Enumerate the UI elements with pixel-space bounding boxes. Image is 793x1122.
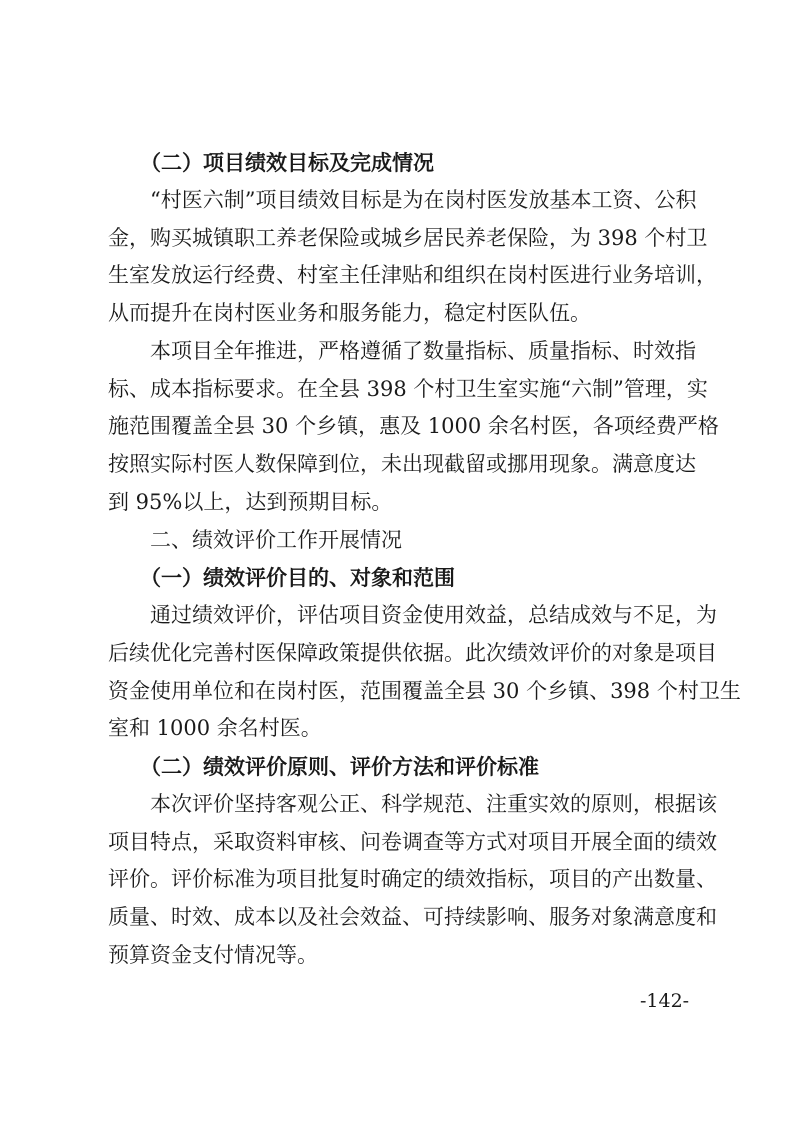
text-line: 二、绩效评价工作开展情况 bbox=[150, 527, 402, 552]
text-line: 后续优化完善村医保障政策提供依据。此次绩效评价的对象是项目 bbox=[108, 640, 717, 665]
text-line: 室和 1000 余名村医。 bbox=[108, 716, 322, 741]
text-line: 按照实际村医人数保障到位，未出现截留或挪用现象。满意度达 bbox=[108, 452, 696, 476]
text-line: （一）绩效评价目的、对象和范围 bbox=[140, 565, 455, 591]
document-body bbox=[108, 144, 741, 975]
section-heading bbox=[108, 522, 691, 560]
text-line: 资金使用单位和在岗村医，范围覆盖全县 30 个乡镇、398 个村卫生 bbox=[108, 678, 741, 703]
text-line: 评价。评价标准为项目批复时确定的绩效指标，项目的产出数量、 bbox=[108, 867, 717, 892]
text-line: 本次评价坚持客观公正、科学规范、注重实效的原则，根据该 bbox=[150, 791, 717, 816]
paragraph bbox=[108, 182, 717, 333]
text-line: 到 95%以上，达到预期目标。 bbox=[108, 489, 393, 514]
text-line: 施范围覆盖全县 30 个乡镇，惠及 1000 余名村医，各项经费严格 bbox=[108, 414, 719, 439]
text-line: “村医六制”项目绩效目标是为在岗村医发放基本工资、公积 bbox=[150, 187, 697, 212]
text-line: 项目特点，采取资料审核、问卷调查等方式对项目开展全面的绩效 bbox=[108, 829, 717, 854]
text-line: 质量、时效、成本以及社会效益、可持续影响、服务对象满意度和 bbox=[108, 905, 717, 929]
paragraph bbox=[108, 333, 719, 522]
subsection-heading bbox=[108, 748, 691, 786]
text-line: （二）项目绩效目标及完成情况 bbox=[140, 150, 434, 175]
text-line: 通过绩效评价，评估项目资金使用效益，总结成效与不足，为 bbox=[150, 603, 717, 627]
subsection-heading bbox=[108, 559, 691, 597]
text-line: 从而提升在岗村医业务和服务能力，稳定村医队伍。 bbox=[108, 301, 591, 325]
paragraph bbox=[108, 786, 717, 975]
text-line: 标、成本指标要求。在全县 398 个村卫生室实施“六制”管理，实 bbox=[108, 376, 708, 401]
text-line: （二）绩效评价原则、评价方法和评价标准 bbox=[140, 754, 539, 779]
text-line: 本项目全年推进，严格遵循了数量指标、质量指标、时效指 bbox=[150, 338, 696, 363]
subsection-heading bbox=[108, 144, 691, 182]
page-number: -142- bbox=[640, 990, 690, 1012]
text-line: 生室发放运行经费、村室主任津贴和组织在岗村医进行业务培训， bbox=[108, 263, 717, 288]
text-line: 金，购买城镇职工养老保险或城乡居民养老保险，为 398 个村卫 bbox=[108, 225, 708, 250]
paragraph bbox=[108, 597, 741, 748]
text-line: 预算资金支付情况等。 bbox=[108, 942, 318, 967]
